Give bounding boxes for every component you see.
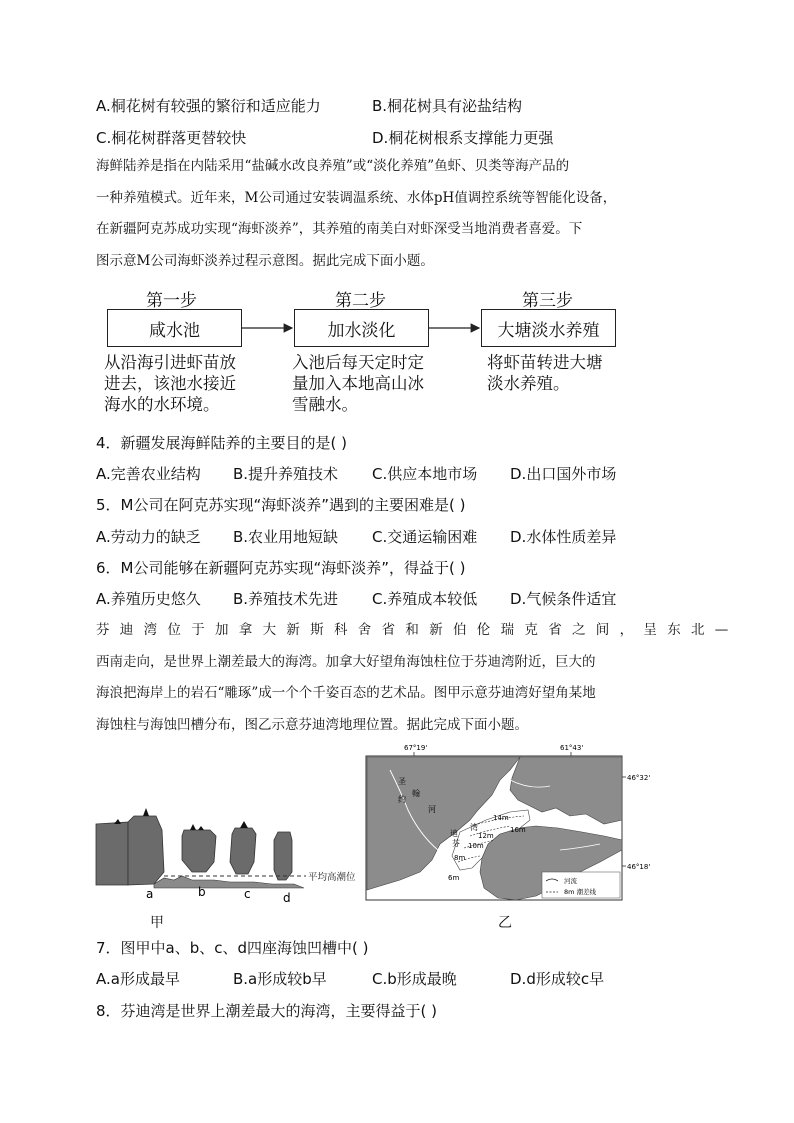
q6-option-d: D.气候条件适宜 xyxy=(510,590,617,608)
lon-label-1: 67°19' xyxy=(404,744,428,752)
label-a: a xyxy=(146,887,154,901)
step-2-label: 第二步 xyxy=(335,291,386,311)
contour-label: 16m xyxy=(510,826,526,834)
step-2-description: 入池后每天定时定 量加入本地高山冰 雪融水。 xyxy=(292,353,424,414)
q4-option-b: B.提升养殖技术 xyxy=(233,465,339,483)
q5-option-c: C.交通运输困难 xyxy=(372,528,478,546)
lat-label-1: 46°32' xyxy=(627,774,651,782)
legend-tide-label: 8m 潮差线 xyxy=(564,888,597,896)
q5-stem: 5．M公司在阿克苏实现“海虾淡养”遇到的主要困难是( ) xyxy=(96,496,466,514)
legend-river-label: 河流 xyxy=(564,877,577,885)
q7-stem: 7．图甲中a、b、c、d四座海蚀凹槽中( ) xyxy=(96,939,369,957)
step-1-box: 咸水池 xyxy=(107,309,242,347)
passage-line: 在新疆阿克苏成功实现“海虾淡养”，其养殖的南美白对虾深受当地消费者喜爱。下 xyxy=(96,221,583,237)
figure-jia-caption: 甲 xyxy=(150,915,164,931)
passage-line: 海鲜陆养是指在内陆采用“盐碱水改良养殖”或“淡化养殖”鱼虾、贝类等海产品的 xyxy=(96,158,570,174)
figure-yi-caption: 乙 xyxy=(498,915,512,931)
river-char: 约 xyxy=(398,795,406,804)
q8-stem: 8．芬迪湾是世界上潮差最大的海湾，主要得益于( ) xyxy=(96,1002,438,1020)
q6-option-c: C.养殖成本较低 xyxy=(372,590,478,608)
contour-label: 6m xyxy=(448,874,460,882)
river-char: 河 xyxy=(428,805,436,814)
q3-option-c: C.桐花树群落更替较快 xyxy=(96,129,247,147)
figure-yi-map xyxy=(360,740,660,905)
q6-option-b: B.养殖技术先进 xyxy=(233,590,339,608)
q3-option-a: A.桐花树有较强的繁衍和适应能力 xyxy=(96,97,321,115)
step-1-description: 从沿海引进虾苗放 进去，该池水接近 海水的水环境。 xyxy=(104,353,236,414)
lon-label-2: 61°43' xyxy=(560,744,584,752)
passage-line: 芬迪湾位于加拿大新斯科舍省和新伯伦瑞克省之间，呈东北— xyxy=(96,622,739,638)
sea-stack-c xyxy=(230,828,256,874)
label-c: c xyxy=(244,887,251,901)
figure-jia-sea-stacks xyxy=(94,800,364,910)
bay-char: 迪 xyxy=(450,829,458,838)
q7-option-d: D.d形成较c早 xyxy=(510,970,605,988)
q6-stem: 6．M公司能够在新疆阿克苏实现“海虾淡养”，得益于( ) xyxy=(96,559,466,577)
q4-stem: 4．新疆发展海鲜陆养的主要目的是( ) xyxy=(96,434,348,452)
q3-option-b: B.桐花树具有泌盐结构 xyxy=(372,97,523,115)
q7-option-c: C.b形成最晚 xyxy=(372,970,457,988)
q4-option-d: D.出口国外市场 xyxy=(510,465,617,483)
sea-stack-d xyxy=(274,832,292,880)
label-b: b xyxy=(198,885,206,899)
river-char: 圣 xyxy=(398,777,406,786)
passage-line: 图示意M公司海虾淡养过程示意图。据此完成下面小题。 xyxy=(96,252,434,269)
q4-option-c: C.供应本地市场 xyxy=(372,465,478,483)
q7-option-b: B.a形成较b早 xyxy=(233,970,327,988)
sea-stack-a xyxy=(128,816,164,885)
bay-char: 芬 xyxy=(452,839,460,848)
step-3-label: 第三步 xyxy=(522,291,573,311)
contour-label: 12m xyxy=(478,832,494,840)
step-2-box: 加水淡化 xyxy=(294,309,429,347)
river-char: 翰 xyxy=(412,789,420,798)
q5-option-d: D.水体性质差异 xyxy=(510,528,617,546)
step-3-description: 将虾苗转进大塘 淡水养殖。 xyxy=(487,353,603,393)
lat-label-2: 46°18' xyxy=(627,863,651,871)
q5-option-a: A.劳动力的缺乏 xyxy=(96,528,201,546)
q5-option-b: B.农业用地短缺 xyxy=(233,528,339,546)
stack-a-vegetation xyxy=(143,808,149,816)
contour-label: 8m xyxy=(454,854,466,862)
sea-stack-b xyxy=(182,830,216,872)
cliff-left xyxy=(96,822,128,885)
q7-option-a: A.a形成最早 xyxy=(96,970,180,988)
bay-char: 湾 xyxy=(470,823,478,832)
passage-line: 西南走向，是世界上潮差最大的海湾。加拿大好望角海蚀柱位于芬迪湾附近，巨大的 xyxy=(96,653,596,670)
passage-line: 一种养殖模式。近年来，M公司通过安装调温系统、水体pH值调控系统等智能化设备， xyxy=(96,189,617,206)
passage-bay-of-fundy xyxy=(96,615,739,741)
passage-line: 海浪把海岸上的岩石“雕琢”成一个个千姿百态的艺术品。图甲示意芬迪湾好望角某地 xyxy=(96,685,596,701)
flow-arrows xyxy=(0,0,794,400)
q6-option-a: A.养殖历史悠久 xyxy=(96,590,201,608)
mean-high-tide-label: 平均高潮位 xyxy=(308,872,356,883)
q3-option-d: D.桐花树根系支撑能力更强 xyxy=(372,129,554,147)
contour-label: 10m xyxy=(468,842,484,850)
q4-option-a: A.完善农业结构 xyxy=(96,465,201,483)
step-3-box: 大塘淡水养殖 xyxy=(481,309,616,347)
step-1-label: 第一步 xyxy=(146,291,197,311)
contour-label: 14m xyxy=(493,814,509,822)
passage-line: 海蚀柱与海蚀凹槽分布，图乙示意芬迪湾地理位置。据此完成下面小题。 xyxy=(96,716,528,733)
label-d: d xyxy=(283,891,291,905)
